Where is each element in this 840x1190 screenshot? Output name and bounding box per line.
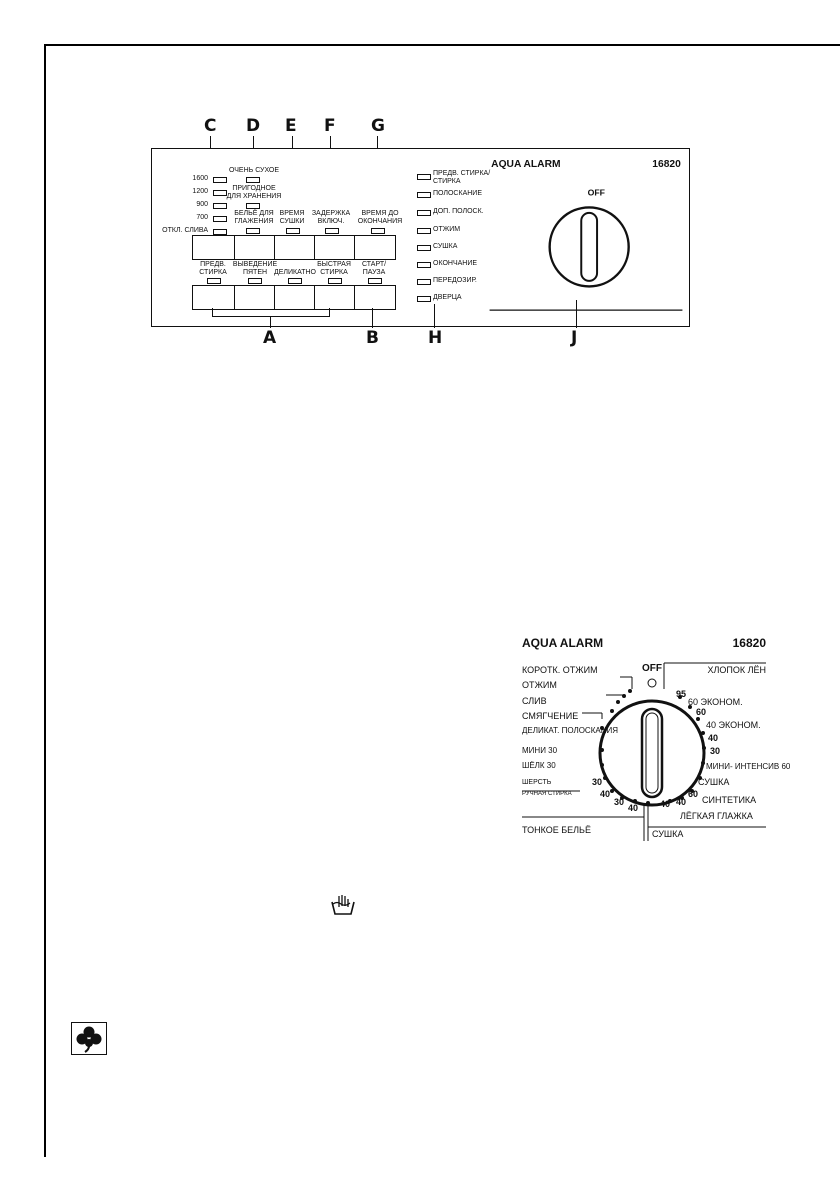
leader-line-h xyxy=(434,304,435,328)
predv-label: ПРЕДВ. СТИРКА xyxy=(199,261,227,276)
dial-item-shelk30: ШЁЛК 30 xyxy=(522,761,556,770)
dial-right-40: 40 xyxy=(708,733,719,743)
clover-icon xyxy=(72,1023,106,1054)
prigodnoe-led xyxy=(246,203,260,209)
start-pause-button[interactable] xyxy=(354,285,396,310)
phase-label-3: ДОП. ПОЛОСК. xyxy=(433,208,484,215)
phase-led-5 xyxy=(417,245,431,251)
bystraya-led xyxy=(328,278,342,284)
otkl-sliva-label: ОТКЛ. СЛИВА xyxy=(162,227,208,234)
callout-d: D xyxy=(246,116,261,136)
callout-a: A xyxy=(263,328,277,348)
dial-right-60-ekonom: 60 ЭКОНОМ. xyxy=(688,697,743,707)
vremya-do-led xyxy=(371,228,385,234)
small-dial-off: OFF xyxy=(587,187,605,198)
phase-led-3 xyxy=(417,210,431,216)
dial-right-hlopok: ХЛОПОК ЛЁН xyxy=(707,665,766,675)
phase-label-5: СУШКА xyxy=(433,243,458,250)
dial-handle xyxy=(642,709,662,797)
speed-900-led xyxy=(213,203,227,209)
dial-right-95: 95 xyxy=(676,689,687,699)
speed-1600-led xyxy=(213,177,227,183)
frame-top-border xyxy=(44,44,840,46)
dial-right-sintetika: СИНТЕТИКА xyxy=(702,795,757,805)
drying-time-button[interactable] xyxy=(274,235,316,260)
callout-h: H xyxy=(428,328,443,348)
control-panel xyxy=(151,148,690,327)
dial-item-korotk-otzhim: КОРОТК. ОТЖИМ xyxy=(522,665,598,675)
drying-level-button[interactable] xyxy=(234,235,276,260)
dial-right-sushka-upper: СУШКА xyxy=(698,777,730,787)
leader-line-b xyxy=(372,308,373,328)
phase-label-8: ДВЕРЦА xyxy=(433,294,462,301)
callout-f: F xyxy=(324,116,336,136)
bystraya-label: БЫСТРАЯ СТИРКА xyxy=(317,261,351,276)
dial-item-smyagchenie: СМЯГЧЕНИЕ xyxy=(522,711,579,721)
callout-b: B xyxy=(366,328,379,348)
dial-right-legkaya: ЛЁГКАЯ ГЛАЖКА xyxy=(680,811,753,821)
small-dial-brand: AQUA ALARM xyxy=(491,159,561,171)
vremya-sushki-led xyxy=(286,228,300,234)
zaderzhka-label: ЗАДЕРЖКА ВКЛЮЧ. xyxy=(311,210,351,225)
phase-label-1: ПРЕДВ. СТИРКА/ СТИРКА xyxy=(433,170,491,185)
frame-left-border xyxy=(44,44,46,1157)
delikatno-led xyxy=(288,278,302,284)
delicate-button[interactable] xyxy=(274,285,316,310)
speed-1200-led xyxy=(213,190,227,196)
leader-line-a xyxy=(270,316,271,328)
ochen-suhoe-led xyxy=(246,177,260,183)
vremya-do-label: ВРЕМЯ ДО ОКОНЧАНИЯ xyxy=(357,210,403,225)
phase-led-4 xyxy=(417,228,431,234)
start-led xyxy=(368,278,382,284)
speed-900-label: 900 xyxy=(196,201,208,208)
small-dial-model: 16820 xyxy=(652,159,681,171)
dial-off: OFF xyxy=(642,663,662,674)
phase-label-6: ОКОНЧАНИЕ xyxy=(433,260,478,267)
phase-led-8 xyxy=(417,296,431,302)
speed-700-label: 700 xyxy=(196,214,208,221)
predv-led xyxy=(207,278,221,284)
dial-right-40-lower: 40 xyxy=(676,797,687,807)
start-label: СТАРТ/ ПАУЗА xyxy=(361,261,387,276)
speed-1600-label: 1600 xyxy=(192,175,208,182)
callout-g: G xyxy=(371,116,385,136)
speed-1200-label: 1200 xyxy=(192,188,208,195)
phase-led-1 xyxy=(417,174,431,180)
callout-c: C xyxy=(204,116,217,136)
speed-700-led xyxy=(213,216,227,222)
eco-tip-box xyxy=(71,1022,107,1055)
dial-bottom-30b: 30 xyxy=(614,797,625,807)
phase-led-2 xyxy=(417,192,431,198)
dial-model: 16820 xyxy=(732,636,766,650)
dial-right-60: 60 xyxy=(696,707,707,717)
ochen-suhoe-label: ОЧЕНЬ СУХОЕ xyxy=(228,167,280,174)
callout-j: J xyxy=(571,328,578,348)
dial-right-40-ekonom: 40 ЭКОНОМ. xyxy=(706,720,761,730)
dial-item-ruchnaya: РУЧНАЯ СТИРКА xyxy=(522,791,572,797)
phase-label-7: ПЕРЕДОЗИР. xyxy=(433,277,477,284)
dial-item-sherst: ШЕРСТЬ xyxy=(522,779,552,786)
vyvedenie-led xyxy=(248,278,262,284)
dial-item-delikat: ДЕЛИКАТ. ПОЛОСКАНИЯ xyxy=(522,726,619,735)
stain-button[interactable] xyxy=(234,285,276,310)
callout-e: E xyxy=(285,116,297,136)
vyvedenie-label: ВЫВЕДЕНИЕ ПЯТЕН xyxy=(232,261,278,276)
small-dial-handle xyxy=(581,213,597,281)
dial-item-sliv: СЛИВ xyxy=(522,696,547,706)
dial-brand: AQUA ALARM xyxy=(522,636,604,650)
program-selector-enlarged xyxy=(520,633,791,843)
dial-bottom-30a: 30 xyxy=(592,777,603,787)
leader-line-j xyxy=(576,300,577,328)
phase-label-2: ПОЛОСКАНИЕ xyxy=(433,190,482,197)
dial-bottom-40c: 40 xyxy=(660,799,671,809)
prewash-button[interactable] xyxy=(192,285,236,310)
dial-off-indicator xyxy=(648,679,656,687)
dial-item-mini30: МИНИ 30 xyxy=(522,746,558,755)
dial-item-otzhim: ОТЖИМ xyxy=(522,680,557,690)
dial-right-30: 30 xyxy=(710,746,721,756)
dial-right-60-synth: 60 xyxy=(688,789,699,799)
belie-label: БЕЛЬЁ ДЛЯ ГЛАЖЕНИЯ xyxy=(234,210,274,225)
zaderzhka-led xyxy=(325,228,339,234)
dial-sushka-bottom: СУШКА xyxy=(652,829,684,839)
dial-bottom-40a: 40 xyxy=(600,789,611,799)
vremya-sushki-label: ВРЕМЯ СУШКИ xyxy=(279,210,305,225)
hand-wash-icon xyxy=(330,893,356,917)
delay-start-button[interactable] xyxy=(314,235,356,260)
phase-label-4: ОТЖИМ xyxy=(433,226,461,233)
phase-led-7 xyxy=(417,279,431,285)
bracket-a-right xyxy=(329,308,330,316)
prigodnoe-label: ПРИГОДНОЕ ДЛЯ ХРАНЕНИЯ xyxy=(226,185,282,200)
bracket-a-left xyxy=(212,308,213,316)
bracket-a xyxy=(212,316,330,317)
time-to-end-button[interactable] xyxy=(354,235,396,260)
dial-tonkoe-bele: ТОНКОЕ БЕЛЬЁ xyxy=(522,825,591,835)
phase-led-6 xyxy=(417,262,431,268)
spin-select-button[interactable] xyxy=(192,235,236,260)
dial-right-mini-intensiv: МИНИ- ИНТЕНСИВ 60 xyxy=(706,762,791,771)
delikatno-label: ДЕЛИКАТНО xyxy=(273,269,316,276)
dial-bottom-40b: 40 xyxy=(628,803,639,813)
quick-wash-button[interactable] xyxy=(314,285,356,310)
panel-program-selector xyxy=(488,155,684,323)
belie-led xyxy=(246,228,260,234)
